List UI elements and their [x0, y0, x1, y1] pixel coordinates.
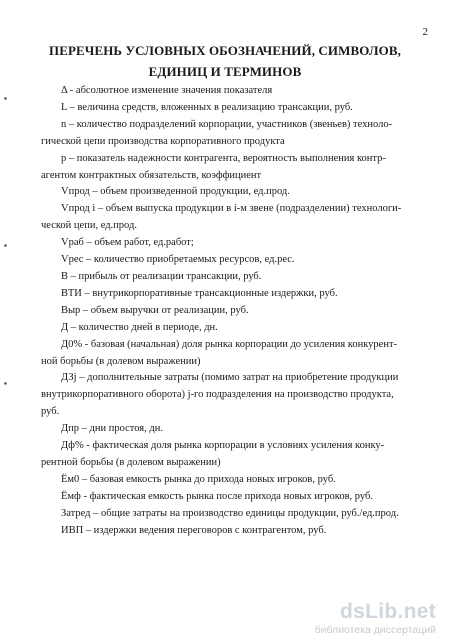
watermark — [298, 600, 438, 636]
entry-line: Затред – общие затраты на производство единицы продукции, руб./ед.прод. — [61, 507, 399, 519]
entry-line: Δ - абсолютное изменение значения показателя — [61, 85, 273, 96]
page-number: 2 — [422, 26, 428, 38]
entry-line: Д – количество дней в периоде, дн. — [61, 321, 218, 333]
entry-line: ческой цепи, ед.прод. — [41, 220, 137, 232]
entry-line: гической цепи производства корпоративного продукта — [41, 135, 285, 147]
title-line-1: ПЕРЕЧЕНЬ УСЛОВНЫХ ОБОЗНАЧЕНИЙ, СИМВОЛОВ, — [49, 43, 401, 58]
entry-line: руб. — [41, 406, 60, 418]
margin-mark: ▪ — [4, 94, 7, 103]
entry-line: Vрес – количество приобретаемых ресурсов, ед.рес. — [61, 254, 295, 266]
entry-line: р – показатель надежности контрагента, вероятность выполнения контр- — [61, 152, 386, 164]
entry-line: Vпрод – объем произведенной продукции, ед.прод. — [61, 186, 290, 198]
page-title — [40, 40, 410, 82]
entry-line: Дф% - фактическая доля рынка корпорации в условиях усиления конку- — [61, 440, 385, 452]
entry-line: Дпр – дни простоя, дн. — [61, 423, 163, 435]
entry-line: Ёмф - фактическая емкость рынка после прихода новых игроков, руб. — [61, 490, 373, 502]
entry-line: В – прибыль от реализации трансакции, руб. — [61, 270, 262, 282]
margin-mark: ▪ — [4, 379, 7, 388]
entry-line: ИВП – издержки ведения переговоров с контрагентом, руб. — [61, 524, 327, 536]
entry-line: рентной борьбы (в долевом выражении) — [41, 456, 221, 468]
entry-line: ВТИ – внутрикорпоративные трансакционные издержки, руб. — [61, 287, 338, 299]
entry-line: внутрикорпоративного оборота) j-го подразделения на производство продукта, — [41, 389, 394, 401]
entry-line: Vпрод i – объем выпуска продукции в i-м звене (подразделении) технологи- — [61, 203, 402, 215]
entry-line: агентом контрактных обязательств, коэффициент — [41, 169, 262, 181]
watermark-subtitle: библиотека диссертаций — [314, 624, 436, 636]
entry-line: Vраб – объем работ, ед.работ; — [61, 237, 194, 249]
title-line-2: ЕДИНИЦ И ТЕРМИНОВ — [148, 64, 302, 79]
entry-line: Выр – объем выручки от реализации, руб. — [61, 304, 249, 316]
watermark-logo: dsLib.net — [339, 600, 436, 623]
entry-line: Ём0 – базовая емкость рынка до прихода новых игроков, руб. — [61, 473, 336, 485]
entry-line: Д0% - базовая (начальная) доля рынка корпорации до усиления конкурент- — [61, 338, 398, 350]
entry-line: ДЗj – дополнительные затраты (помимо затрат на приобретение продукции — [61, 372, 399, 384]
margin-mark: ▪ — [4, 241, 7, 250]
entry-line: ной борьбы (в долевом выражении) — [41, 355, 201, 367]
entry-line: n – количество подразделений корпорации, участников (звеньев) техноло- — [61, 118, 393, 130]
entry-line: L – величина средств, вложенных в реализацию трансакции, руб. — [61, 101, 353, 113]
symbol-list — [41, 83, 431, 539]
